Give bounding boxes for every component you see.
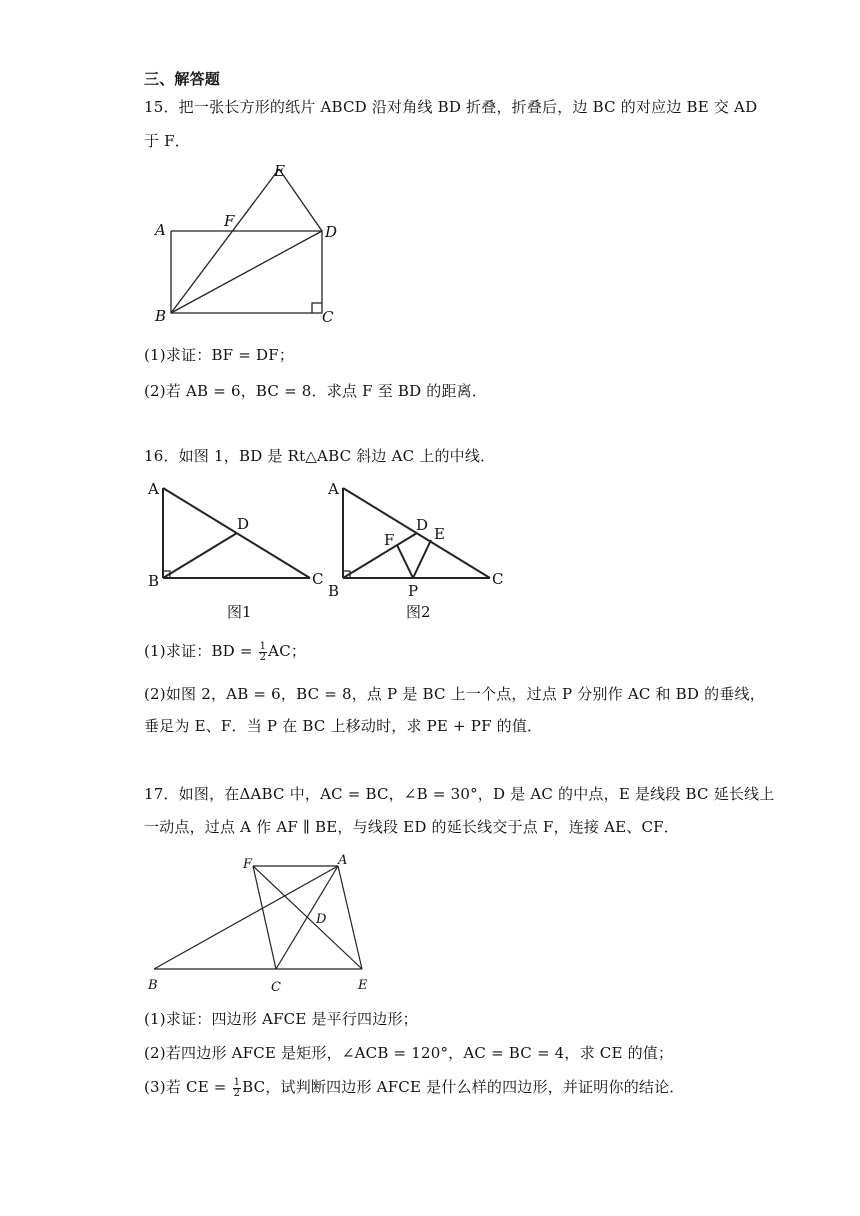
q17-part1: (1)求证：四边形 AFCE 是平行四边形； [144,1010,418,1028]
q15-label-a: A [155,221,166,239]
q15-segment-be [171,169,279,313]
q17-line-fc [253,866,276,969]
q16-part1 [144,640,306,663]
q17-part3 [144,1076,685,1099]
q15-stem-line2: 于 F． [144,132,190,150]
q16-fig2-label-f: F [384,531,395,549]
q17-stem-line1: 17．如图，在ΔABC 中，AC = BC，∠B = 30°，D 是 AC 的中点，E 是线段 BC 延长线上 [144,785,775,803]
q17-line-ba [154,866,338,969]
q16-fig2-label-d: D [416,516,429,534]
q16-stem: 16．如图 1，BD 是 Rt△ABC 斜边 AC 上的中线． [144,447,496,465]
q17-label-c: C [271,980,281,995]
q17-stem-line2: 一动点，过点 A 作 AF ∥ BE，与线段 ED 的延长线交于点 F，连接 AE、CF． [144,818,679,836]
q16-fig1-label-c: C [312,570,324,588]
q15-part2: (2)若 AB = 6，BC = 8．求点 F 至 BD 的距离． [144,382,488,400]
q15-figure [150,160,350,330]
q17-part3-fraction [233,1078,242,1099]
q15-part1: (1)求证：BF = DF； [144,346,295,364]
q15-diagonal-bd [171,231,322,313]
q16-fig2-label-c: C [492,570,504,588]
q17-label-f: F [243,857,253,872]
section-title: 三、解答题 [144,70,221,88]
q17-figure [140,848,380,998]
q15-label-e: E [274,162,285,180]
q15-segment-ed [279,169,322,231]
q16-segment-pe [413,540,431,578]
q16-part1-suffix: AC； [268,642,307,660]
q15-label-b: B [155,307,167,325]
q17-part3-denominator: 2 [233,1087,241,1099]
q15-label-f: F [224,212,235,230]
q16-fig2-label-a: A [328,480,339,498]
q17-label-e: E [358,978,368,993]
q15-stem-line1: 15．把一张长方形的纸片 ABCD 沿对角线 BD 折叠，折叠后，边 BC 的对应边 BE 交 AD [144,98,758,116]
q16-part2-line1: (2)如图 2，AB = 6，BC = 8，点 P 是 BC 上一个点，过点 P 分别作 AC 和 BD 的垂线， [144,685,765,703]
q17-part3-suffix: BC，试判断四边形 AFCE 是什么样的四边形，并证明你的结论． [242,1078,685,1096]
q17-line-ae [338,866,362,969]
q15-right-angle-mark [312,303,322,313]
q16-figure2 [325,478,525,628]
q16-part1-denominator: 2 [259,651,267,663]
q16-fig2-label-p: P [408,582,419,600]
q15-label-c: C [322,308,334,326]
q16-part1-numerator: 1 [259,640,267,652]
q17-part2: (2)若四边形 AFCE 是矩形，∠ACB = 120°，AC = BC = 4，求 CE 的值； [144,1044,674,1062]
q17-label-d: D [316,912,327,927]
q17-label-a: A [338,853,348,868]
q16-segment-pf [397,545,413,578]
q16-part2-line2: 垂足为 E、F．当 P 在 BC 上移动时，求 PE + PF 的值． [144,717,543,735]
q16-fig2-caption: 图2 [406,603,431,621]
q17-label-b: B [148,978,158,993]
q16-fig2-label-e: E [434,525,445,543]
q17-line-fe [253,866,362,969]
q16-fig1-label-b: B [148,572,160,590]
q17-part3-prefix: (3)若 CE = [144,1078,232,1096]
q15-label-d: D [325,223,338,241]
q16-fig2-label-b: B [328,582,340,600]
q16-fig1-label-a: A [148,480,159,498]
q16-figure1 [145,478,330,628]
q16-part1-prefix: (1)求证：BD = [144,642,258,660]
q17-part3-numerator: 1 [233,1076,241,1088]
q16-part1-fraction [259,642,268,663]
q16-fig1-label-d: D [237,515,250,533]
q16-fig1-caption: 图1 [227,603,252,621]
